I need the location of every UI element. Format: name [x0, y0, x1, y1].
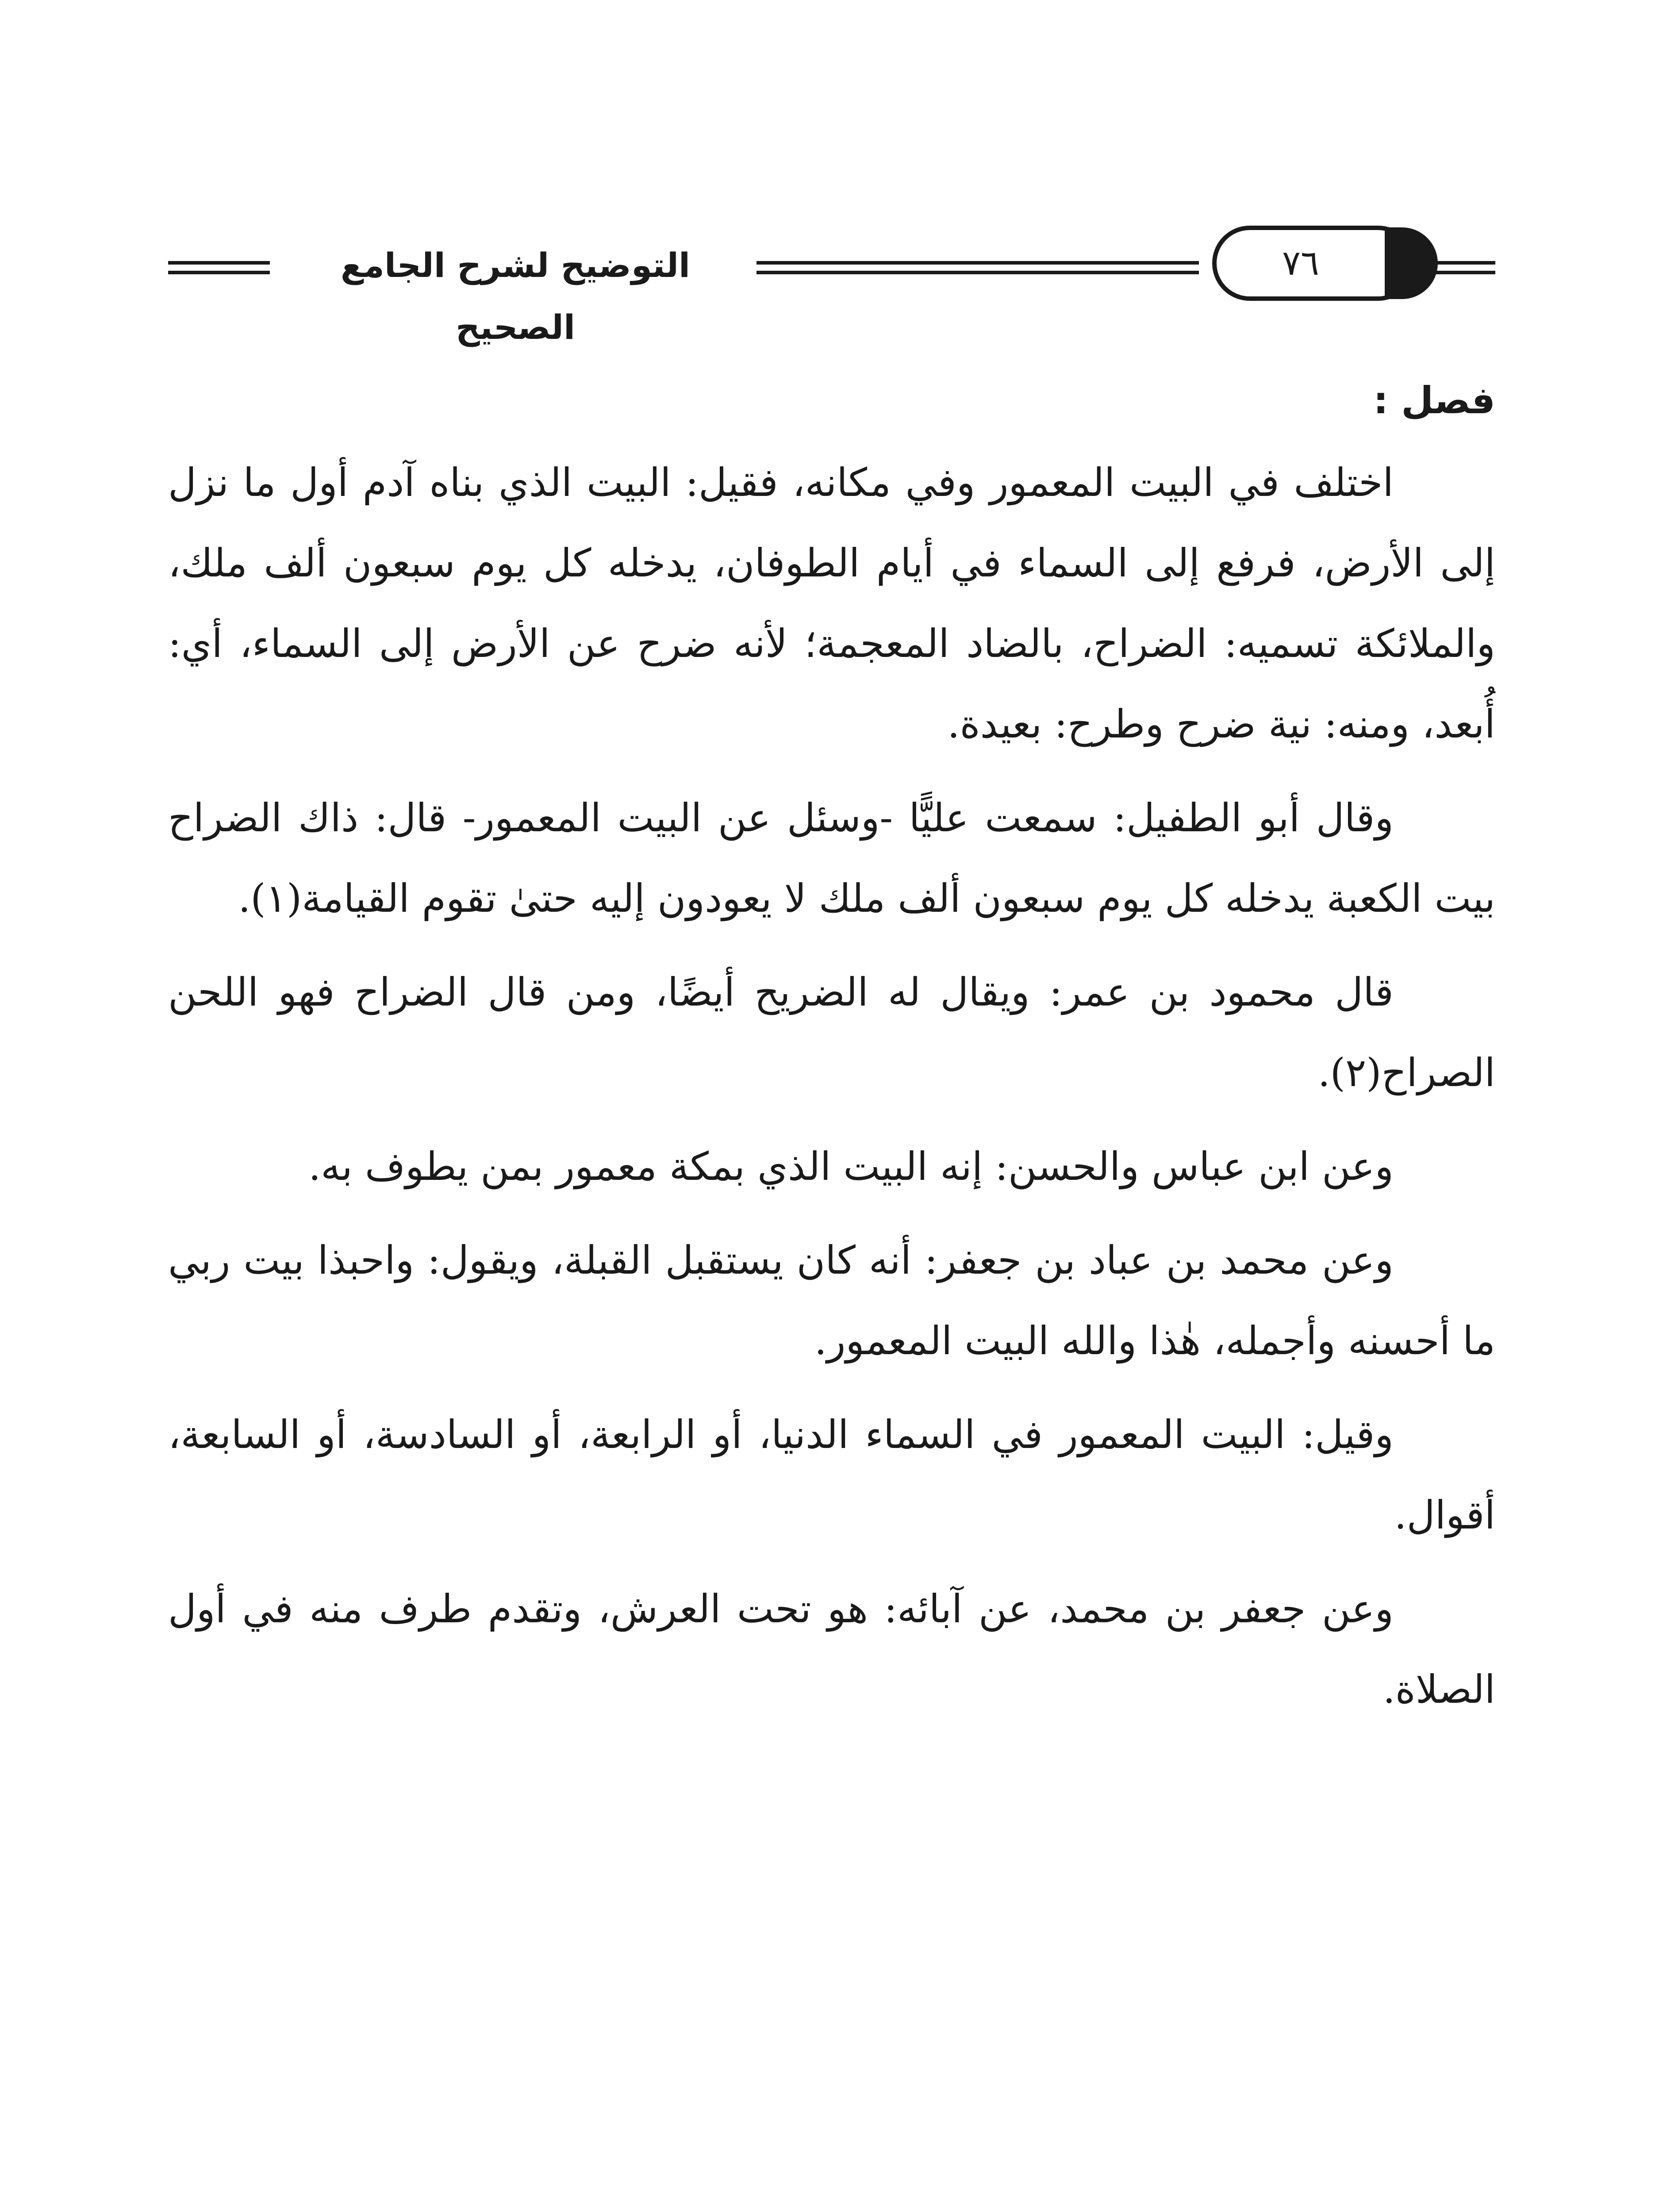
paragraph: وقيل: البيت المعمور في السماء الدنيا، أو الرابعة، أو السادسة، أو السابعة، أقوال. [168, 1412, 1495, 1538]
page-number: ٧٦ [1282, 243, 1319, 283]
header-rule-middle [757, 261, 1199, 265]
paragraph: اختلف في البيت المعمور وفي مكانه، فقيل: البيت الذي بناه آدم أول ما نزل إلى الأرض، فرفع إلى السماء في أيام الطوفان، يدخله كل يوم سبعون ألف ملك، والملائكة تسميه: الضراح، بالضاد المعجمة؛ لأنه ضرح عن الأرض إلى السماء، أي: أُبعد، ومنه: نية ضرح وطرح: بعيدة. [168, 460, 1495, 747]
header-rule-right [1433, 261, 1495, 265]
main-text [168, 367, 1495, 1743]
paragraph: وعن محمد بن عباد بن جعفر: أنه كان يستقبل القبلة، ويقول: واحبذا بيت ربي ما أحسنه وأجمله، هٰذا والله البيت المعمور. [168, 1237, 1495, 1363]
paragraph: وقال أبو الطفيل: سمعت عليًّا -وسئل عن البيت المعمور- قال: ذاك الضراح بيت الكعبة يدخله كل يوم سبعون ألف ملك لا يعودون إليه حتىٰ تقوم القيامة(١). [168, 795, 1495, 921]
running-header [168, 226, 1495, 347]
section-heading: فصل : [1373, 379, 1495, 422]
header-title: التوضيح لشرح الجامع الصحيح [340, 246, 691, 347]
page-number-frame [1212, 226, 1416, 301]
paragraph: قال محمود بن عمر: ويقال له الضريح أيضًا، ومن قال الضراح فهو اللحن الصراح(٢). [168, 969, 1495, 1095]
header-rule-left [168, 261, 270, 265]
paragraph: وعن ابن عباس والحسن: إنه البيت الذي بمكة معمور بمن يطوف به. [308, 1144, 1394, 1189]
paragraph: وعن جعفر بن محمد، عن آبائه: هو تحت العرش، وتقدم طرف منه في أول الصلاة. [168, 1586, 1495, 1712]
